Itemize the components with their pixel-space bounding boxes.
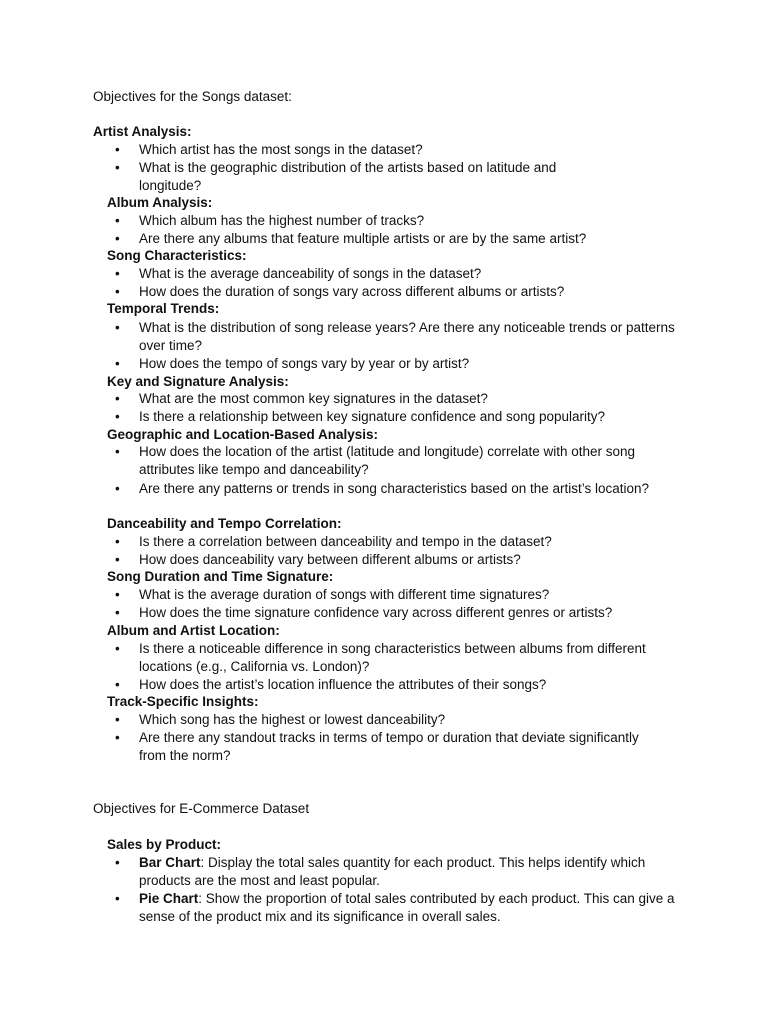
- bullet-icon: •: [115, 213, 120, 228]
- list-item: What is the average danceability of songs in the dataset?: [139, 266, 482, 281]
- list-item: Are there any standout tracks in terms of tempo or duration that deviate significantly from the norm?: [139, 730, 639, 763]
- songs-objectives-title: Objectives for the Songs dataset:: [93, 89, 292, 104]
- list-item: How does the time signature confidence vary across different genres or artists?: [139, 605, 613, 620]
- ecommerce-objectives-title: Objectives for E-Commerce Dataset: [93, 801, 310, 816]
- bullet-icon: •: [115, 284, 120, 299]
- list-item: [139, 890, 679, 925]
- section-heading-song-characteristics: Song Characteristics:: [107, 248, 247, 263]
- bullet-icon: •: [115, 534, 120, 549]
- section-heading-danceability-tempo: Danceability and Tempo Correlation:: [107, 516, 342, 531]
- bullet-icon: •: [115, 391, 120, 406]
- bullet-icon: •: [115, 587, 120, 602]
- bullet-icon: •: [115, 552, 120, 567]
- bullet-icon: •: [115, 320, 120, 335]
- bullet-icon: •: [115, 231, 120, 246]
- section-heading-duration-time-signature: Song Duration and Time Signature:: [107, 569, 334, 584]
- section-heading-artist-analysis: Artist Analysis:: [93, 124, 192, 139]
- list-item: How does danceability vary between different albums or artists?: [139, 552, 521, 567]
- bullet-icon: •: [115, 142, 120, 157]
- section-heading-temporal-trends: Temporal Trends:: [107, 301, 220, 316]
- bullet-icon: •: [115, 409, 120, 424]
- list-item: Is there a correlation between danceability and tempo in the dataset?: [139, 534, 552, 549]
- bullet-icon: •: [115, 855, 120, 870]
- list-item: How does the tempo of songs vary by year or by artist?: [139, 356, 470, 371]
- bullet-icon: •: [115, 266, 120, 281]
- bullet-icon: •: [115, 641, 120, 656]
- item-label: Bar Chart: [139, 855, 201, 870]
- bullet-icon: •: [115, 730, 120, 745]
- list-item: What is the average duration of songs with different time signatures?: [139, 587, 550, 602]
- bullet-icon: •: [115, 481, 120, 496]
- bullet-icon: •: [115, 356, 120, 371]
- list-item: Is there a relationship between key signature confidence and song popularity?: [139, 409, 606, 424]
- list-item: Are there any albums that feature multiple artists or are by the same artist?: [139, 231, 587, 246]
- list-item: [139, 854, 679, 889]
- bullet-icon: •: [115, 444, 120, 459]
- section-heading-album-artist-location: Album and Artist Location:: [107, 623, 280, 638]
- bullet-icon: •: [115, 712, 120, 727]
- bullet-icon: •: [115, 677, 120, 692]
- section-heading-key-signature-analysis: Key and Signature Analysis:: [107, 374, 289, 389]
- section-heading-sales-by-product: Sales by Product:: [107, 837, 222, 852]
- bullet-icon: •: [115, 891, 120, 906]
- list-item: What is the distribution of song release years? Are there any noticeable trends or patterns over time?: [139, 320, 675, 353]
- bullet-icon: •: [115, 605, 120, 620]
- item-label: Pie Chart: [139, 891, 199, 906]
- section-heading-geographic-analysis: Geographic and Location-Based Analysis:: [107, 427, 379, 442]
- section-heading-album-analysis: Album Analysis:: [107, 195, 213, 210]
- list-item: Which song has the highest or lowest danceability?: [139, 712, 446, 727]
- list-item: Which album has the highest number of tracks?: [139, 213, 425, 228]
- list-item: Are there any patterns or trends in song characteristics based on the artist’s location?: [139, 481, 650, 496]
- list-item: How does the duration of songs vary across different albums or artists?: [139, 284, 565, 299]
- list-item: How does the location of the artist (latitude and longitude) correlate with other song attributes like tempo and danceability?: [139, 444, 636, 477]
- bullet-icon: •: [115, 160, 120, 175]
- list-item: Is there a noticeable difference in song characteristics between albums from different locations (e.g., California vs. London)?: [139, 641, 646, 674]
- list-item: What are the most common key signatures in the dataset?: [139, 391, 488, 406]
- list-item: What is the geographic distribution of the artists based on latitude and longitude?: [139, 160, 557, 193]
- item-text: : Show the proportion of total sales contributed by each product. This can give a sense of the product mix and its significance in overall sales.: [139, 891, 675, 924]
- section-heading-track-insights: Track-Specific Insights:: [107, 694, 259, 709]
- list-item: How does the artist’s location influence the attributes of their songs?: [139, 677, 547, 692]
- list-item: Which artist has the most songs in the dataset?: [139, 142, 423, 157]
- item-text: : Display the total sales quantity for each product. This helps identify which products are the most and least popular.: [139, 855, 646, 888]
